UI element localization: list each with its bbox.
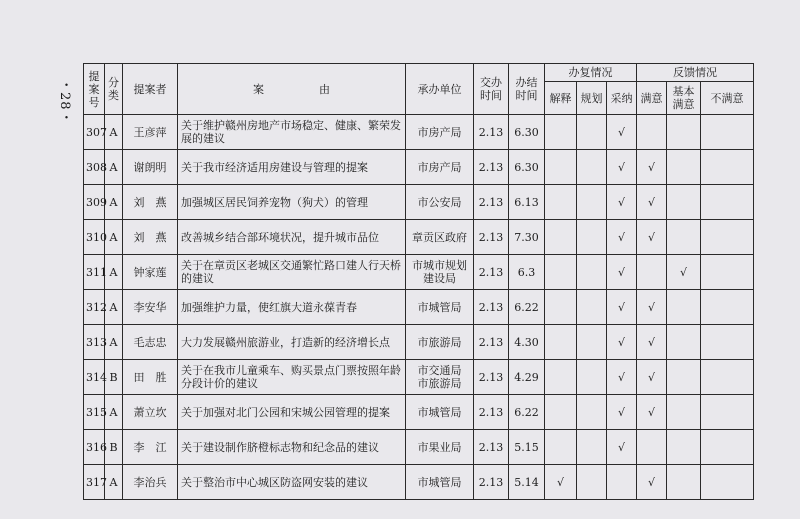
subject-cell: 加强维护力量，使红旗大道永葆青春	[178, 290, 406, 325]
complete-date-cell: 6.3	[509, 255, 545, 290]
reply-plan-cell	[577, 465, 607, 500]
proposal-no-cell: 311	[84, 255, 105, 290]
category-cell: A	[105, 185, 123, 220]
header-proposer: 提案者	[123, 64, 178, 115]
check-mark-icon: √	[648, 335, 656, 349]
proposal-no-cell: 314	[84, 360, 105, 395]
feedback-unsatisfied-cell	[701, 395, 754, 430]
header-complete-date: 办结时间	[509, 64, 545, 115]
table-row	[84, 325, 754, 360]
proposal-no-cell: 307	[84, 115, 105, 150]
feedback-satisfied-cell	[637, 430, 667, 465]
page-number: ・28・	[57, 78, 72, 125]
subject-cell: 关于在章贡区老城区交通繁忙路口建人行天桥的建议	[178, 255, 406, 290]
assign-date-cell: 2.13	[474, 185, 509, 220]
header-subject: 案 由	[178, 64, 406, 115]
proposer-cell: 钟家莲	[123, 255, 178, 290]
feedback-satisfied-cell	[637, 255, 667, 290]
proposer-cell: 李安华	[123, 290, 178, 325]
feedback-basic-cell	[667, 150, 701, 185]
undertaker-cell: 市房产局	[406, 150, 474, 185]
feedback-satisfied-cell	[637, 185, 667, 220]
feedback-basic-cell	[667, 255, 701, 290]
reply-adopt-cell	[607, 255, 637, 290]
header-reply-group: 办复情况	[545, 64, 637, 82]
feedback-unsatisfied-cell	[701, 115, 754, 150]
proposal-no-cell: 313	[84, 325, 105, 360]
feedback-basic-cell	[667, 430, 701, 465]
reply-explain-cell	[545, 360, 577, 395]
check-mark-icon: √	[618, 370, 626, 384]
undertaker-cell: 市公安局	[406, 185, 474, 220]
undertaker-cell: 市交通局 市旅游局	[406, 360, 474, 395]
subject-cell: 关于整治市中心城区防盗网安装的建议	[178, 465, 406, 500]
category-cell: A	[105, 220, 123, 255]
complete-date-cell: 6.30	[509, 150, 545, 185]
proposal-no-cell: 317	[84, 465, 105, 500]
category-cell: A	[105, 115, 123, 150]
table-row	[84, 430, 754, 465]
feedback-satisfied-cell	[637, 325, 667, 360]
feedback-unsatisfied-cell	[701, 150, 754, 185]
table-row	[84, 185, 754, 220]
proposal-no-cell: 312	[84, 290, 105, 325]
check-mark-icon: √	[618, 230, 626, 244]
table-row	[84, 395, 754, 430]
check-mark-icon: √	[648, 230, 656, 244]
subject-cell: 大力发展赣州旅游业，打造新的经济增长点	[178, 325, 406, 360]
subject-cell: 关于建设制作脐橙标志物和纪念品的建议	[178, 430, 406, 465]
subject-cell: 关于在我市儿童乘车、购买景点门票按照年龄分段计价的建议	[178, 360, 406, 395]
reply-adopt-cell	[607, 220, 637, 255]
reply-explain-cell	[545, 255, 577, 290]
table-row	[84, 220, 754, 255]
undertaker-cell: 章贡区政府	[406, 220, 474, 255]
reply-plan-cell	[577, 115, 607, 150]
check-mark-icon: √	[648, 370, 656, 384]
proposer-cell: 田 胜	[123, 360, 178, 395]
feedback-satisfied-cell	[637, 220, 667, 255]
reply-explain-cell	[545, 185, 577, 220]
header-feedback-basic: 基本满意	[667, 82, 701, 115]
category-cell: A	[105, 150, 123, 185]
feedback-basic-cell	[667, 290, 701, 325]
check-mark-icon: √	[680, 265, 688, 279]
reply-explain-cell	[545, 430, 577, 465]
reply-plan-cell	[577, 220, 607, 255]
assign-date-cell: 2.13	[474, 290, 509, 325]
feedback-unsatisfied-cell	[701, 290, 754, 325]
feedback-unsatisfied-cell	[701, 360, 754, 395]
complete-date-cell: 4.29	[509, 360, 545, 395]
proposal-no-cell: 316	[84, 430, 105, 465]
reply-explain-cell	[545, 325, 577, 360]
feedback-basic-cell	[667, 220, 701, 255]
undertaker-cell: 市城市规划建设局	[406, 255, 474, 290]
reply-plan-cell	[577, 430, 607, 465]
feedback-unsatisfied-cell	[701, 430, 754, 465]
proposer-cell: 李 江	[123, 430, 178, 465]
feedback-unsatisfied-cell	[701, 255, 754, 290]
reply-plan-cell	[577, 150, 607, 185]
feedback-unsatisfied-cell	[701, 465, 754, 500]
check-mark-icon: √	[618, 265, 626, 279]
header-reply-adopt: 采纳	[607, 82, 637, 115]
proposer-cell: 刘 燕	[123, 220, 178, 255]
header-feedback-group: 反馈情况	[637, 64, 754, 82]
header-reply-explain: 解释	[545, 82, 577, 115]
feedback-satisfied-cell	[637, 150, 667, 185]
feedback-basic-cell	[667, 185, 701, 220]
subject-cell: 改善城乡结合部环境状况，提升城市品位	[178, 220, 406, 255]
feedback-basic-cell	[667, 465, 701, 500]
subject-cell: 关于维护赣州房地产市场稳定、健康、繁荣发展的建议	[178, 115, 406, 150]
proposal-no-cell: 308	[84, 150, 105, 185]
assign-date-cell: 2.13	[474, 115, 509, 150]
category-cell: A	[105, 325, 123, 360]
header-undertaker: 承办单位	[406, 64, 474, 115]
reply-plan-cell	[577, 395, 607, 430]
reply-adopt-cell	[607, 430, 637, 465]
table-row	[84, 465, 754, 500]
category-cell: A	[105, 290, 123, 325]
category-cell: A	[105, 255, 123, 290]
assign-date-cell: 2.13	[474, 360, 509, 395]
undertaker-cell: 市果业局	[406, 430, 474, 465]
reply-explain-cell	[545, 150, 577, 185]
feedback-basic-cell	[667, 115, 701, 150]
category-cell: A	[105, 465, 123, 500]
subject-cell: 关于我市经济适用房建设与管理的提案	[178, 150, 406, 185]
proposer-cell: 李治兵	[123, 465, 178, 500]
assign-date-cell: 2.13	[474, 395, 509, 430]
check-mark-icon: √	[648, 475, 656, 489]
subject-cell: 关于加强对北门公园和宋城公园管理的提案	[178, 395, 406, 430]
feedback-satisfied-cell	[637, 115, 667, 150]
complete-date-cell: 6.22	[509, 290, 545, 325]
header-category: 分类	[105, 64, 123, 115]
feedback-basic-cell	[667, 325, 701, 360]
reply-adopt-cell	[607, 325, 637, 360]
undertaker-cell: 市城管局	[406, 290, 474, 325]
table-row	[84, 255, 754, 290]
undertaker-cell: 市城管局	[406, 395, 474, 430]
proposer-cell: 萧立坎	[123, 395, 178, 430]
reply-adopt-cell	[607, 465, 637, 500]
undertaker-cell: 市房产局	[406, 115, 474, 150]
category-cell: B	[105, 430, 123, 465]
check-mark-icon: √	[618, 300, 626, 314]
check-mark-icon: √	[618, 125, 626, 139]
reply-plan-cell	[577, 185, 607, 220]
proposer-cell: 刘 燕	[123, 185, 178, 220]
header-reply-plan: 规划	[577, 82, 607, 115]
assign-date-cell: 2.13	[474, 325, 509, 360]
check-mark-icon: √	[618, 195, 626, 209]
assign-date-cell: 2.13	[474, 255, 509, 290]
feedback-satisfied-cell	[637, 395, 667, 430]
reply-explain-cell	[545, 115, 577, 150]
reply-adopt-cell	[607, 185, 637, 220]
check-mark-icon: √	[618, 160, 626, 174]
reply-adopt-cell	[607, 395, 637, 430]
complete-date-cell: 6.30	[509, 115, 545, 150]
subject-cell: 加强城区居民饲养宠物（狗犬）的管理	[178, 185, 406, 220]
header-proposal-no: 提案号	[84, 64, 105, 115]
table-row	[84, 360, 754, 395]
feedback-unsatisfied-cell	[701, 325, 754, 360]
complete-date-cell: 6.13	[509, 185, 545, 220]
check-mark-icon: √	[618, 335, 626, 349]
undertaker-cell: 市旅游局	[406, 325, 474, 360]
reply-adopt-cell	[607, 115, 637, 150]
feedback-satisfied-cell	[637, 465, 667, 500]
feedback-basic-cell	[667, 360, 701, 395]
check-mark-icon: √	[618, 405, 626, 419]
reply-plan-cell	[577, 360, 607, 395]
check-mark-icon: √	[648, 300, 656, 314]
feedback-unsatisfied-cell	[701, 220, 754, 255]
proposer-cell: 王彦萍	[123, 115, 178, 150]
assign-date-cell: 2.13	[474, 220, 509, 255]
reply-adopt-cell	[607, 150, 637, 185]
feedback-satisfied-cell	[637, 290, 667, 325]
reply-adopt-cell	[607, 290, 637, 325]
feedback-unsatisfied-cell	[701, 185, 754, 220]
check-mark-icon: √	[648, 405, 656, 419]
assign-date-cell: 2.13	[474, 430, 509, 465]
reply-plan-cell	[577, 290, 607, 325]
undertaker-cell: 市城管局	[406, 465, 474, 500]
proposals-table	[83, 63, 754, 500]
assign-date-cell: 2.13	[474, 150, 509, 185]
table-row	[84, 290, 754, 325]
header-feedback-satisfied: 满意	[637, 82, 667, 115]
check-mark-icon: √	[648, 195, 656, 209]
reply-plan-cell	[577, 255, 607, 290]
proposal-no-cell: 310	[84, 220, 105, 255]
header-feedback-unsatisfied: 不满意	[701, 82, 754, 115]
feedback-satisfied-cell	[637, 360, 667, 395]
assign-date-cell: 2.13	[474, 465, 509, 500]
check-mark-icon: √	[556, 475, 564, 489]
reply-explain-cell	[545, 395, 577, 430]
complete-date-cell: 5.14	[509, 465, 545, 500]
proposal-no-cell: 309	[84, 185, 105, 220]
reply-explain-cell	[545, 290, 577, 325]
complete-date-cell: 7.30	[509, 220, 545, 255]
check-mark-icon: √	[648, 160, 656, 174]
proposal-no-cell: 315	[84, 395, 105, 430]
complete-date-cell: 5.15	[509, 430, 545, 465]
category-cell: B	[105, 360, 123, 395]
reply-explain-cell	[545, 220, 577, 255]
table-row	[84, 150, 754, 185]
reply-adopt-cell	[607, 360, 637, 395]
category-cell: A	[105, 395, 123, 430]
reply-explain-cell	[545, 465, 577, 500]
complete-date-cell: 4.30	[509, 325, 545, 360]
complete-date-cell: 6.22	[509, 395, 545, 430]
proposer-cell: 毛志忠	[123, 325, 178, 360]
reply-plan-cell	[577, 325, 607, 360]
check-mark-icon: √	[618, 440, 626, 454]
feedback-basic-cell	[667, 395, 701, 430]
header-assign-date: 交办时间	[474, 64, 509, 115]
table-row	[84, 115, 754, 150]
proposer-cell: 谢朗明	[123, 150, 178, 185]
